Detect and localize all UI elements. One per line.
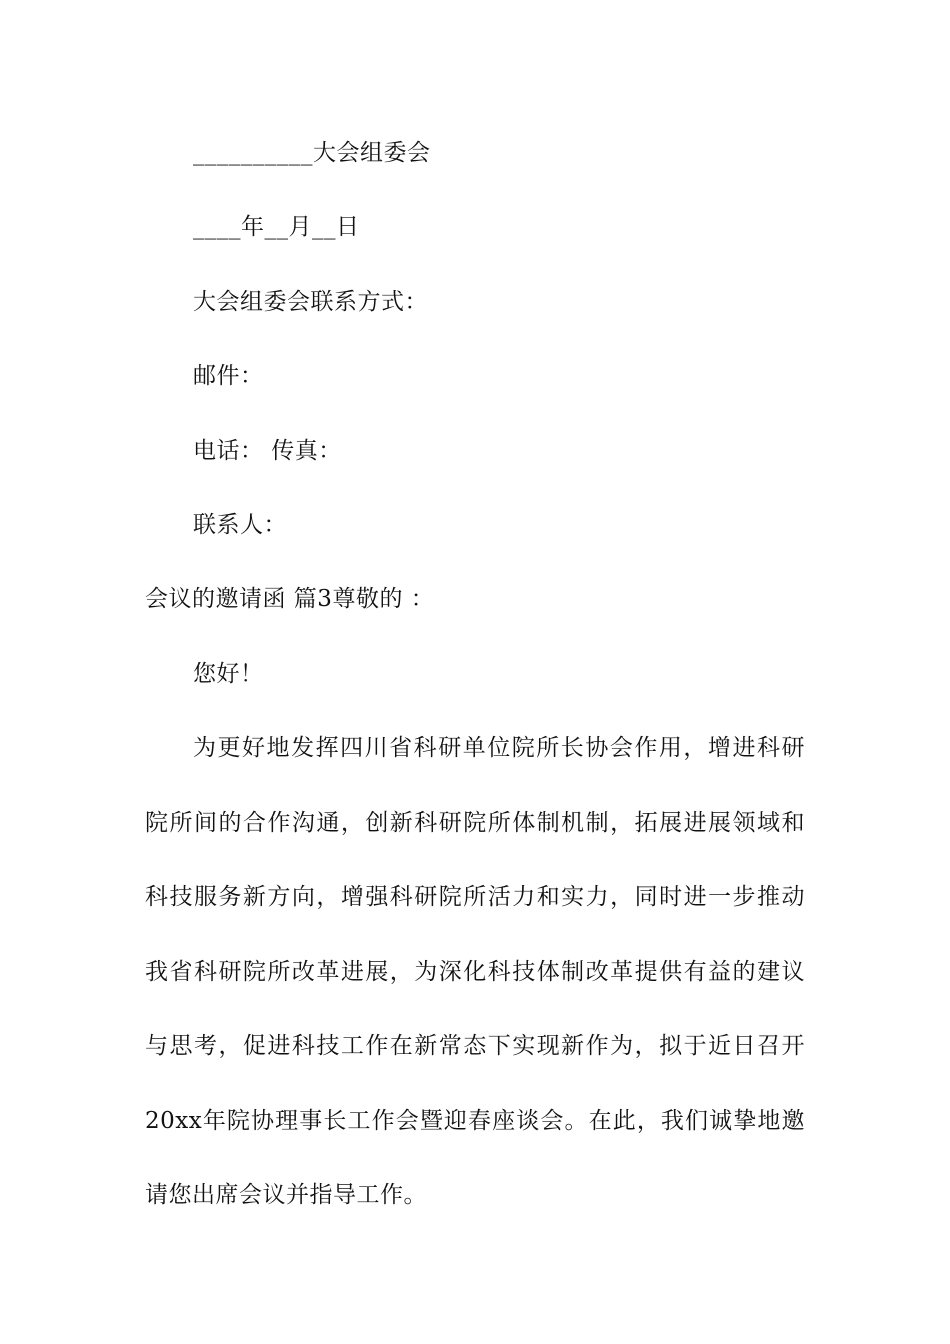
body-line: 请您出席会议并指导工作。 [145,1182,427,1208]
body-line: 我省科研院所改革进展，为深化科技体制改革提供有益的建议 [145,959,805,985]
body-line: 科技服务新方向，增强科研院所活力和实力，同时进一步推动 [145,884,805,910]
signature-date: ____年__月__日 [193,214,360,240]
contact-email: 邮件： [193,363,264,389]
body-line: 院所间的合作沟通，创新科研院所体制机制，拓展进展领域和 [145,810,805,836]
body-line: 为更好地发挥四川省科研单位院所长协会作用，增进科研 [193,735,805,761]
contact-person: 联系人： [193,512,287,538]
contact-heading: 大会组委会联系方式： [193,289,428,315]
signature-committee: __________大会组委会 [193,140,431,166]
greeting: 您好！ [193,661,264,687]
contact-phone-fax: 电话： 传真： [193,438,342,464]
body-line: 20xx年院协理事长工作会暨迎春座谈会。在此，我们诚挚地邀 [145,1108,805,1134]
section-heading: 会议的邀请函 篇3尊敬的 ： [145,586,435,612]
body-line: 与思考，促进科技工作在新常态下实现新作为，拟于近日召开 [145,1033,805,1059]
